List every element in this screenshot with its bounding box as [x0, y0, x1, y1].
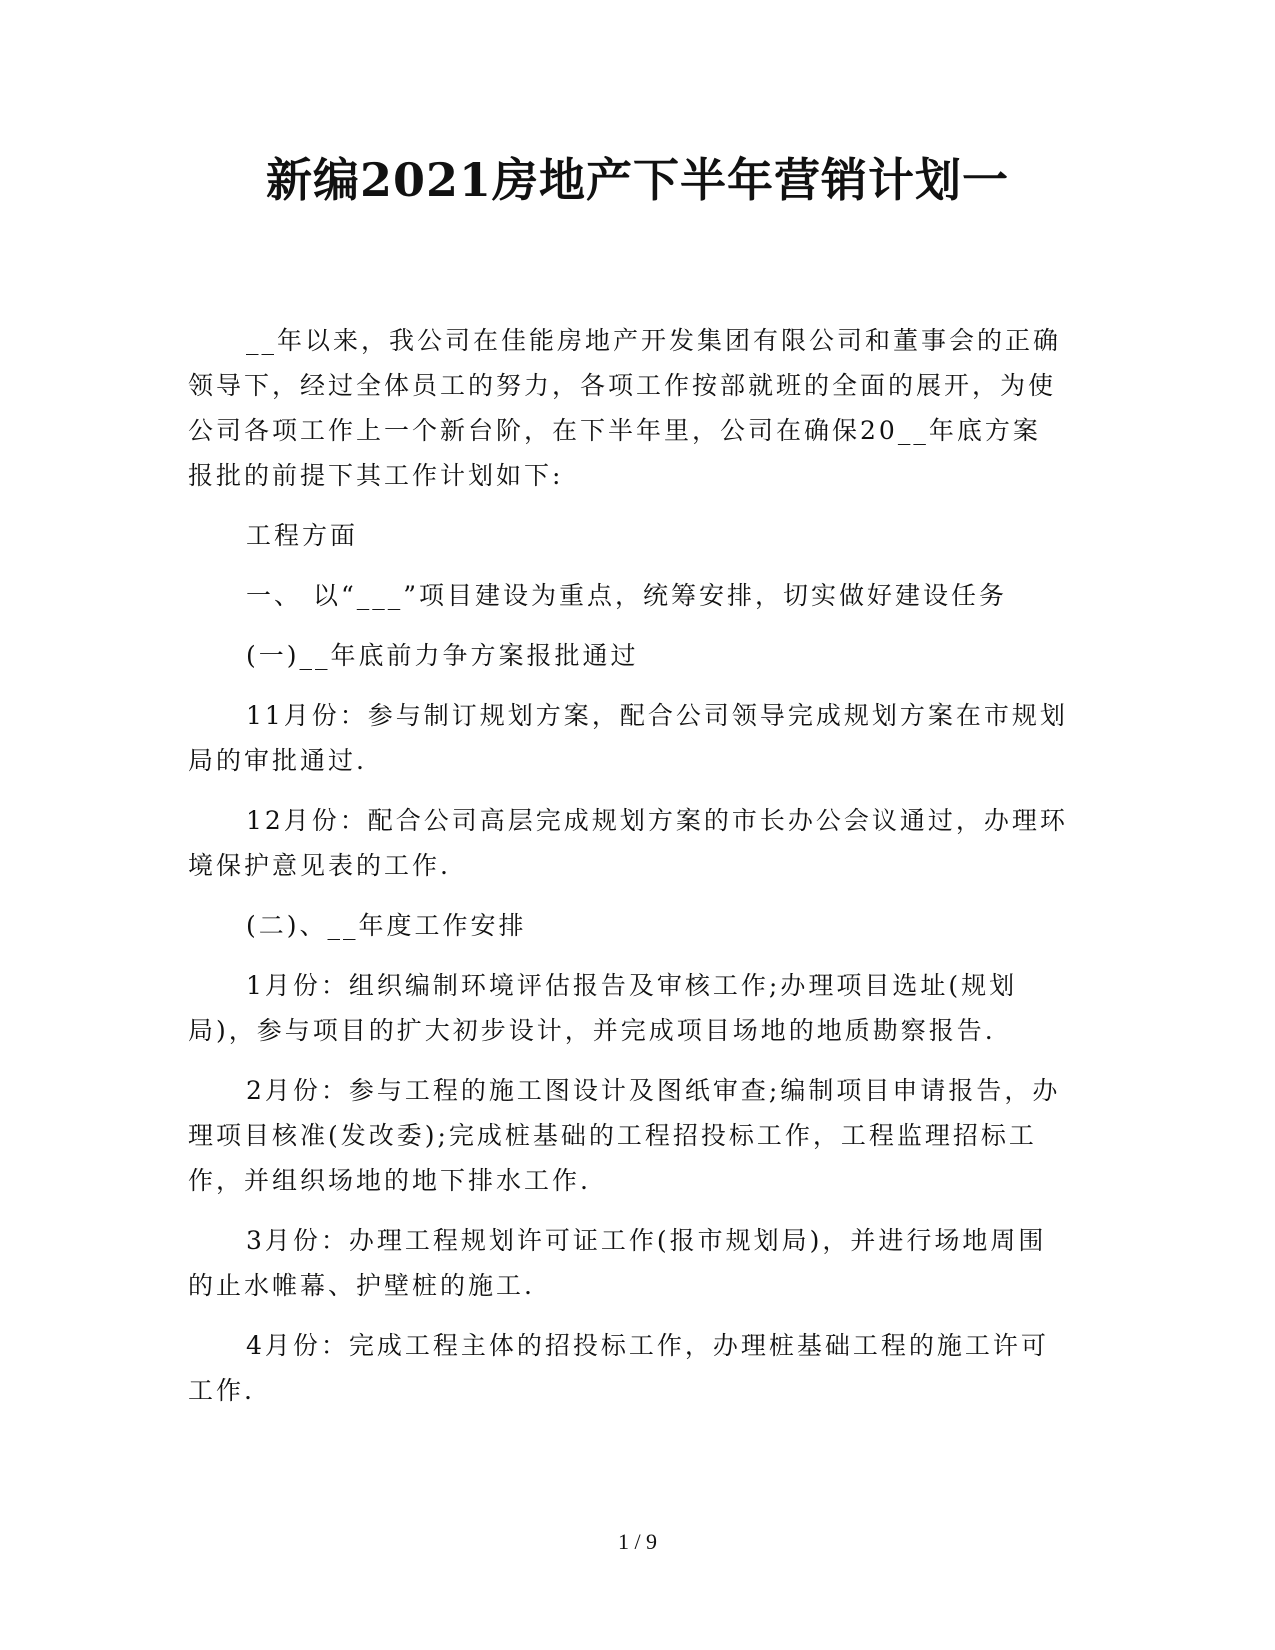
paragraph-intro: __年以来，我公司在佳能房地产开发集团有限公司和董事会的正确领导下，经过全体员工的努力，各项工作按部就班的全面的展开，为使公司各项工作上一个新台阶，在下半年里，公司在确保20__年底方案报批的前提下其工作计划如下: — [188, 326, 1062, 490]
subheading-part-one: (一)__年底前力争方案报批通过 — [246, 641, 639, 670]
paragraph-december: 12月份：配合公司高层完成规划方案的市长办公会议通过，办理环境保护意见表的工作. — [188, 806, 1068, 880]
paragraph-january: 1月份：组织编制环境评估报告及审核工作;办理项目选址(规划局)，参与项目的扩大初步设计，并完成项目场地的地质勘察报告. — [188, 971, 1018, 1045]
document-body — [188, 318, 1068, 1428]
paragraph-april: 4月份：完成工程主体的招投标工作，办理桩基础工程的施工许可工作. — [188, 1331, 1049, 1405]
heading-engineering: 工程方面 — [246, 521, 359, 550]
page-number: 1 / 9 — [617, 1529, 658, 1554]
subheading-part-two: (二)、__年度工作安排 — [246, 911, 527, 940]
paragraph-february: 2月份：参与工程的施工图设计及图纸审查;编制项目申请报告，办理项目核准(发改委);完成桩基础的工程招投标工作，工程监理招标工作，并组织场地的地下排水工作. — [188, 1076, 1061, 1195]
paragraph-march: 3月份：办理工程规划许可证工作(报市规划局)，并进行场地周围的止水帷幕、护壁桩的施工. — [188, 1226, 1047, 1300]
document-title: 新编2021房地产下半年营销计划一 — [265, 153, 1010, 207]
paragraph-november: 11月份：参与制订规划方案，配合公司领导完成规划方案在市规划局的审批通过. — [188, 701, 1068, 775]
heading-item-one: 一、 以“___”项目建设为重点，统筹安排，切实做好建设任务 — [246, 581, 1008, 610]
